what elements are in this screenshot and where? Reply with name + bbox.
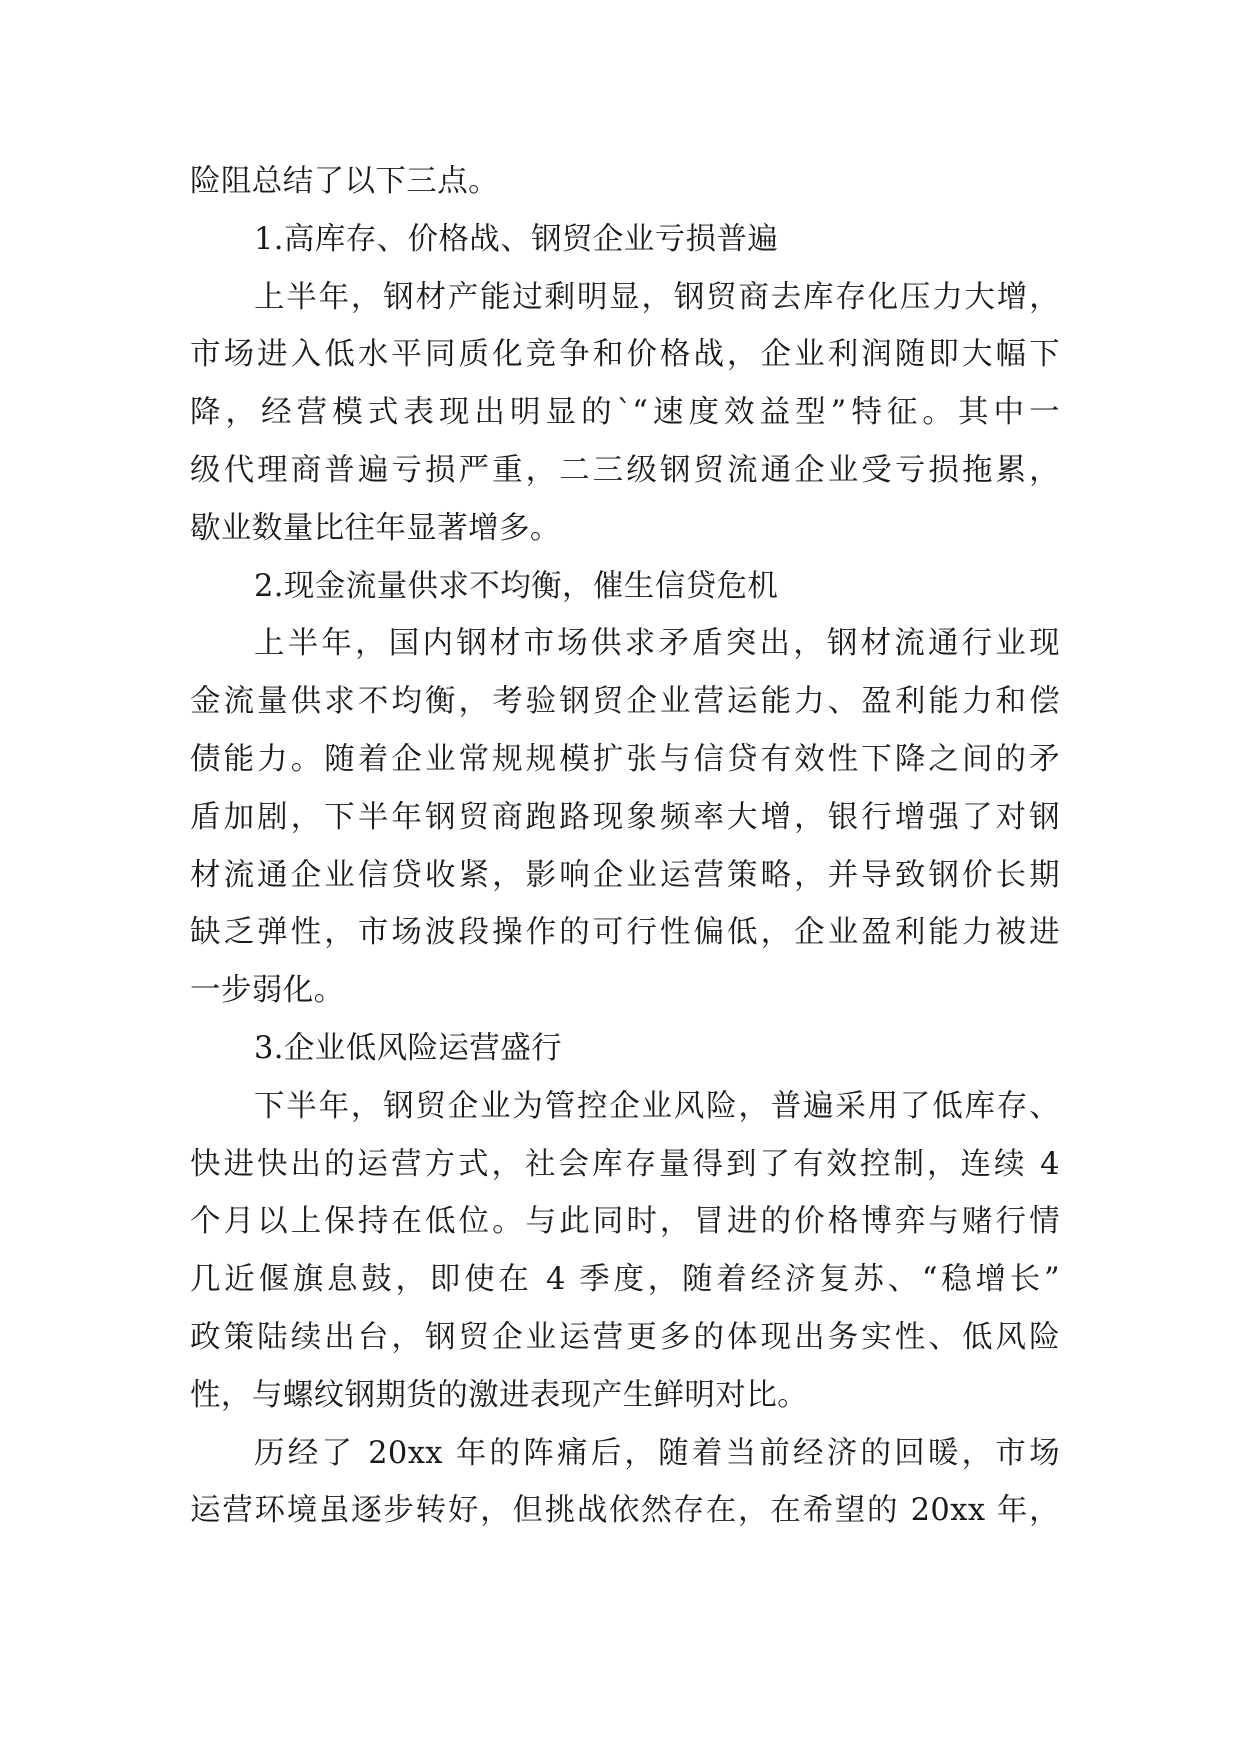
text-line: 快进快出的运营方式，社会库存量得到了有效控制，连续 4 <box>190 1146 1060 1182</box>
text-line: 一步弱化。 <box>190 973 345 1009</box>
section-heading: 3.企业低风险运营盛行 <box>254 1030 562 1066</box>
text-line: 缺乏弹性，市场波段操作的可行性偏低，企业盈利能力被进 <box>190 915 1060 951</box>
text-line: 上半年，国内钢材市场供求矛盾突出，钢材流通行业现 <box>254 626 1060 662</box>
text-line: 性，与螺纹钢期货的激进表现产生鲜明对比。 <box>190 1377 808 1413</box>
text-line: 上半年，钢材产能过剩明显，钢贸商去库存化压力大增， <box>254 279 1060 315</box>
section-heading: 1.高库存、价格战、钢贸企业亏损普遍 <box>254 221 779 257</box>
text-line: 个月以上保持在低位。与此同时，冒进的价格博弈与赌行情 <box>190 1204 1060 1240</box>
text-line: 金流量供求不均衡，考验钢贸企业营运能力、盈利能力和偿 <box>190 684 1060 720</box>
text-line: 盾加剧，下半年钢贸商跑路现象频率大增，银行增强了对钢 <box>190 799 1060 835</box>
text-line: 险阻总结了以下三点。 <box>190 164 499 199</box>
document-body <box>190 153 1060 1540</box>
text-line: 债能力。随着企业常规规模扩张与信贷有效性下降之间的矛 <box>190 741 1060 777</box>
text-line: 级代理商普遍亏损严重，二三级钢贸流通企业受亏损拖累， <box>190 452 1060 488</box>
text-line: 下半年，钢贸企业为管控企业风险，普遍采用了低库存、 <box>254 1088 1060 1124</box>
text-line: 歇业数量比往年显著增多。 <box>190 510 561 546</box>
text-line: 市场进入低水平同质化竞争和价格战，企业利润随即大幅下 <box>190 337 1060 373</box>
text-line: 历经了 20xx 年的阵痛后，随着当前经济的回暖，市场 <box>254 1435 1060 1471</box>
text-line: 运营环境虽逐步转好，但挑战依然存在，在希望的 20xx 年， <box>190 1493 1060 1529</box>
text-line: 材流通企业信贷收紧，影响企业运营策略，并导致钢价长期 <box>190 857 1060 893</box>
text-line: 政策陆续出台，钢贸企业运营更多的体现出务实性、低风险 <box>190 1319 1060 1355</box>
text-line: 降，经营模式表现出明显的`“速度效益型”特征。其中一 <box>190 395 1060 431</box>
section-heading: 2.现金流量供求不均衡，催生信贷危机 <box>254 568 779 604</box>
text-line: 几近偃旗息鼓，即使在 4 季度，随着经济复苏、“稳增长” <box>190 1262 1060 1298</box>
